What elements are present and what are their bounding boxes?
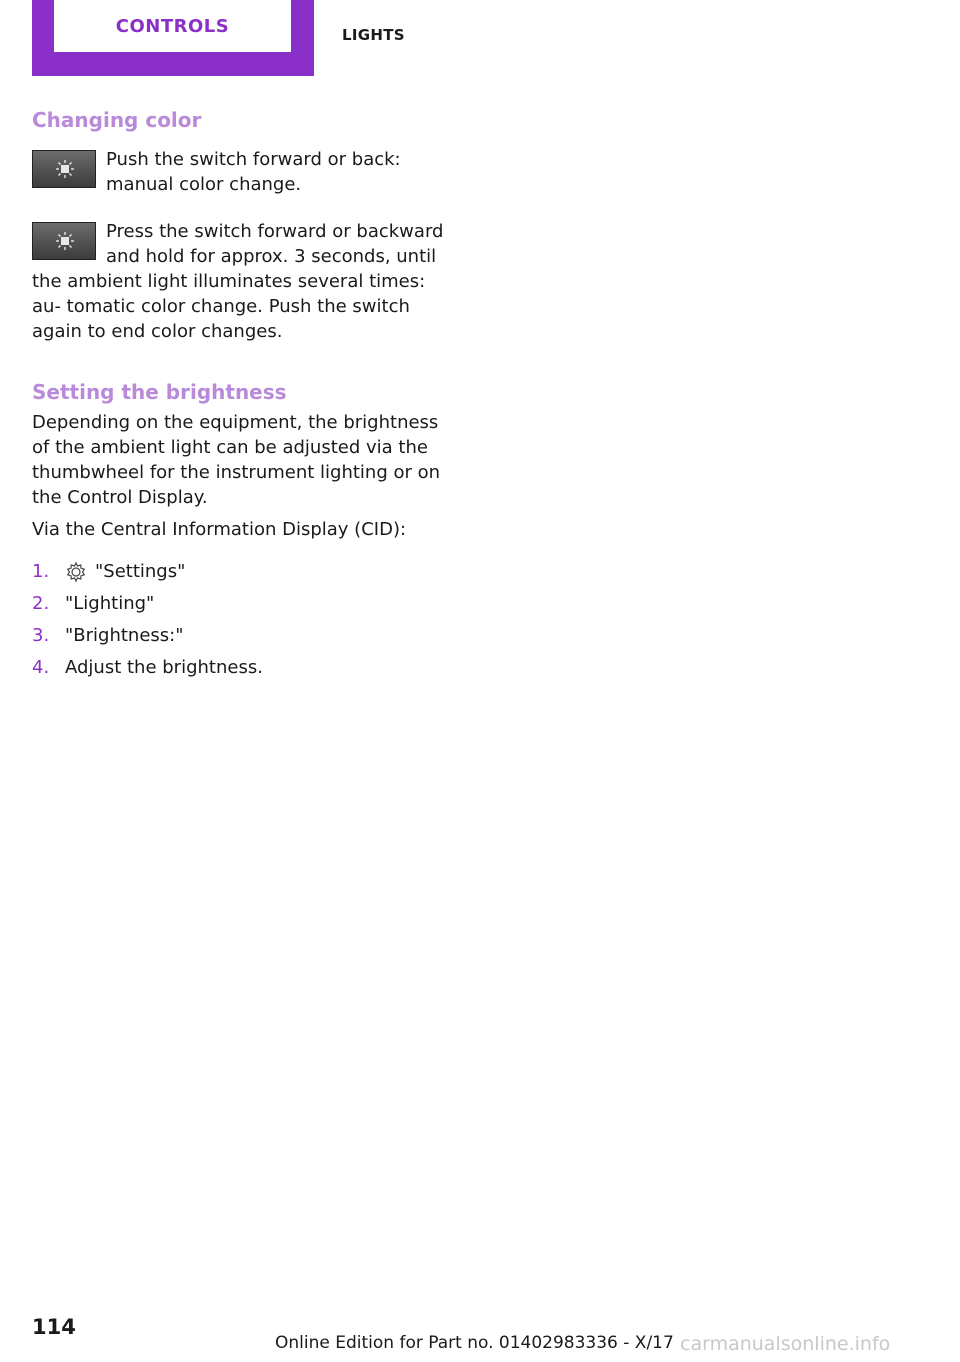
step-number: 3.: [32, 625, 50, 646]
automatic-color-text: Press the switch forward or backward and hold for approx. 3 seconds, until the ambient light illuminates several times: au‐ tomatic color change. Push the switch again to end color changes.: [32, 221, 444, 342]
chapter-tab-label: LIGHTS: [342, 26, 405, 44]
section-tab-label: CONTROLS: [115, 15, 230, 37]
page-number: 114: [32, 1315, 76, 1339]
via-cid-text: Via the Central Information Display (CID):: [32, 519, 407, 540]
manual-color-block: [32, 147, 452, 197]
list-item: [32, 588, 452, 620]
heading-setting-brightness: Setting the brightness: [32, 380, 287, 404]
step-number: 1.: [32, 561, 50, 582]
step-text: "Settings": [95, 561, 186, 582]
settings-gear-icon: [65, 561, 87, 583]
list-item: [32, 652, 452, 684]
section-tab-inner: [54, 0, 291, 52]
list-item: [32, 620, 452, 652]
section-tab-controls: [32, 0, 314, 76]
ambient-light-switch-icon: [32, 150, 96, 188]
edition-footer: Online Edition for Part no. 01402983336 - X/17: [275, 1333, 674, 1353]
list-item: [32, 556, 452, 588]
step-number: 4.: [32, 657, 50, 678]
page-content: [32, 108, 452, 684]
manual-color-text: Push the switch forward or back: manual color change.: [106, 149, 401, 195]
watermark: carmanualsonline.info: [680, 1333, 891, 1355]
step-text: Adjust the brightness.: [65, 657, 263, 678]
step-text: "Brightness:": [65, 625, 184, 646]
step-text: "Lighting": [65, 593, 155, 614]
step-number: 2.: [32, 593, 50, 614]
brightness-description: Depending on the equipment, the brightness of the ambient light can be adjusted via the thumbwheel for the instrument lighting or on the Control Display.: [32, 412, 441, 508]
automatic-color-block: [32, 219, 452, 344]
brightness-steps-list: [32, 556, 452, 684]
ambient-light-switch-icon: [32, 222, 96, 260]
heading-changing-color: Changing color: [32, 108, 202, 132]
